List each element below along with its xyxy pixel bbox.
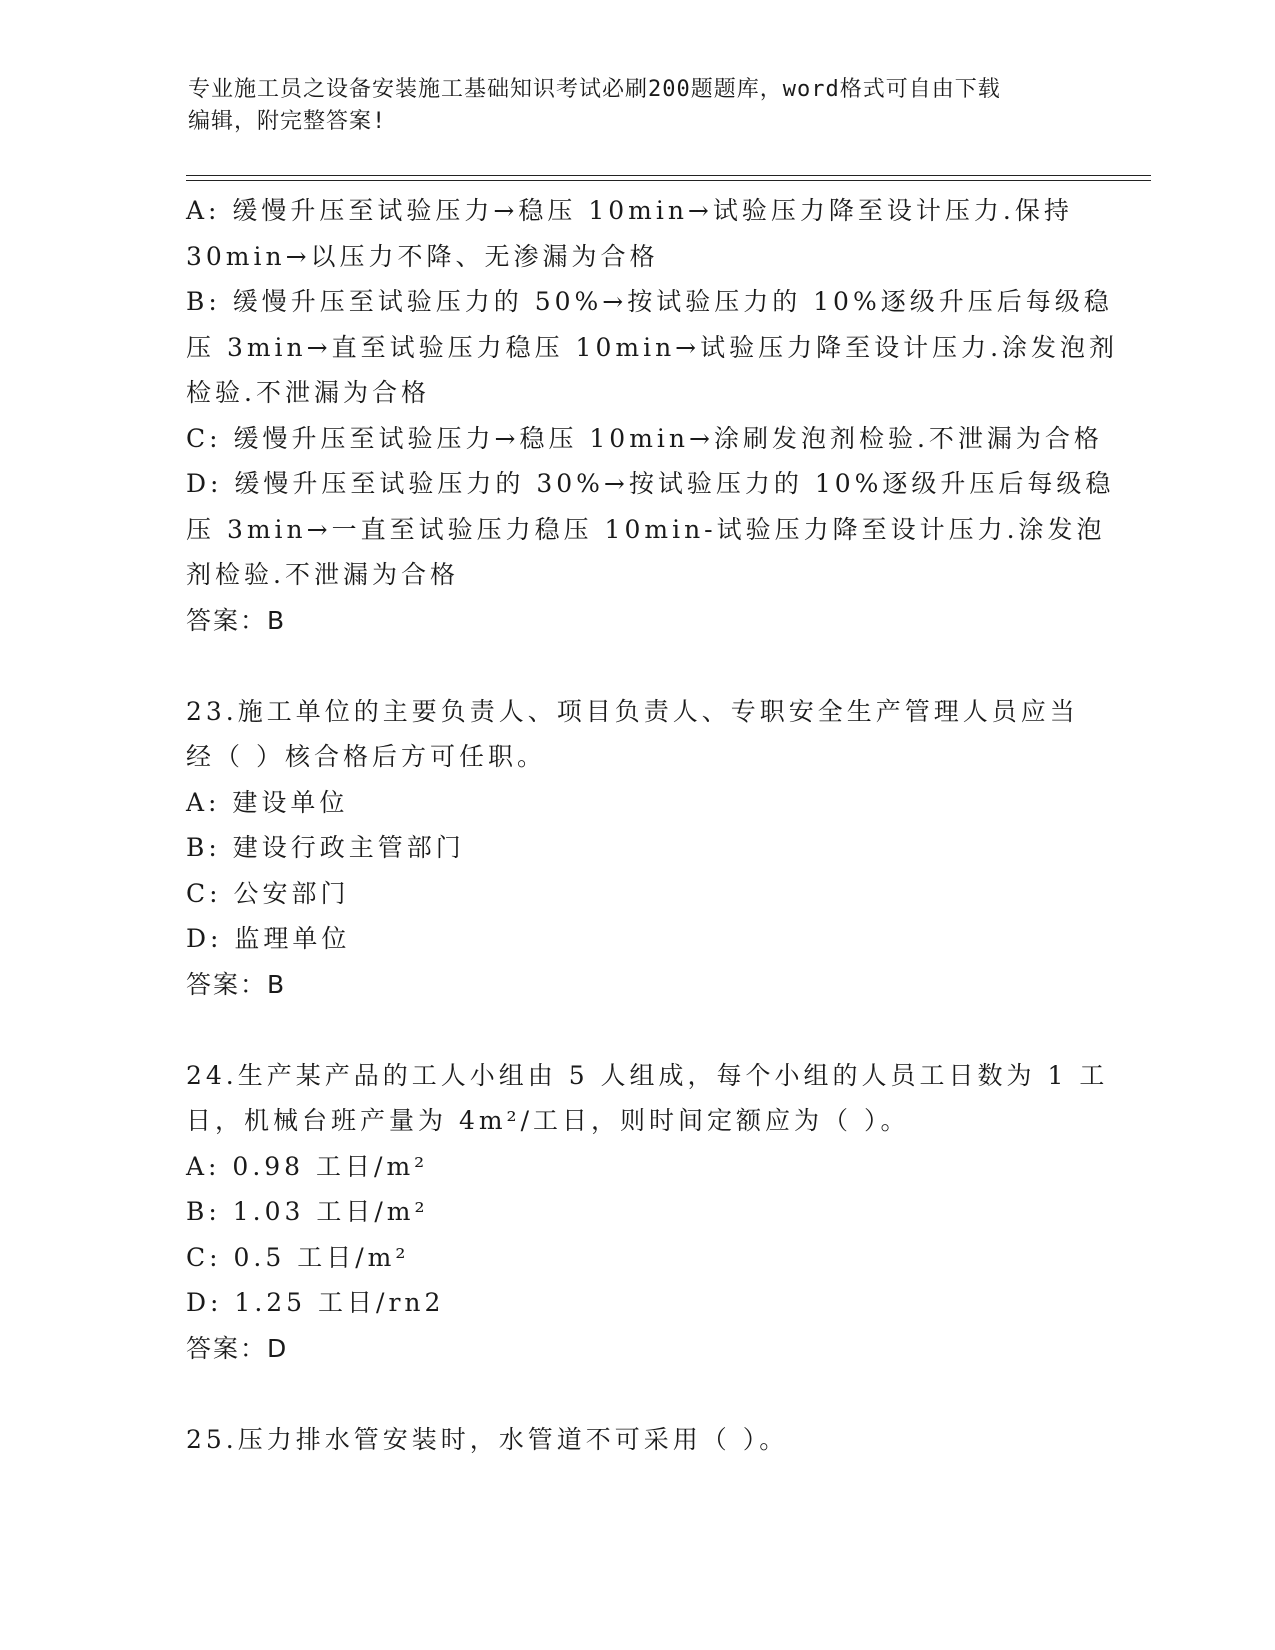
spacer xyxy=(186,1371,1086,1417)
question-23-option-d: D: 监理单位 xyxy=(186,924,351,953)
answer-24: 答案：D xyxy=(186,1333,289,1363)
question-23-option-b: B: 建设行政主管部门 xyxy=(186,833,465,862)
answer-23: 答案：B xyxy=(186,969,287,999)
header-double-rule xyxy=(186,175,1151,181)
document-body xyxy=(186,188,1119,1462)
question-24-option-a: A: 0.98 工日/m² xyxy=(186,1151,429,1181)
option-a-line-2: 30min→以压力不降、无渗漏为合格 xyxy=(186,241,659,271)
question-25 xyxy=(186,1417,1086,1463)
option-a-line-1: A: 缓慢升压至试验压力→稳压 10min→试验压力降至设计压力.保持 xyxy=(186,196,1073,225)
question-25-stem-1: 25.压力排水管安装时，水管道不可采用（ ）。 xyxy=(186,1424,789,1454)
page-header xyxy=(188,74,1088,138)
answer-22: 答案：B xyxy=(186,605,287,635)
spacer xyxy=(186,643,1086,689)
option-d-line-1: D: 缓慢升压至试验压力的 30%→按试验压力的 10%逐级升压后每级稳 xyxy=(186,469,1115,498)
header-line-2: 编辑，附完整答案! xyxy=(188,109,387,134)
option-c-line-1: C: 缓慢升压至试验压力→稳压 10min→涂刷发泡剂检验.不泄漏为合格 xyxy=(186,423,1103,453)
question-24-stem-2: 日，机械台班产量为 4m²/工日，则时间定额应为（ ）。 xyxy=(186,1106,910,1135)
option-b-line-2: 压 3min→直至试验压力稳压 10min→试验压力降至设计压力.涂发泡剂 xyxy=(186,332,1119,362)
option-b-line-1: B: 缓慢升压至试验压力的 50%→按试验压力的 10%逐级升压后每级稳 xyxy=(186,287,1113,316)
question-23-option-c: C: 公安部门 xyxy=(186,878,350,908)
header-line-1: 专业施工员之设备安装施工基础知识考试必刷200题题库，word格式可自由下载 xyxy=(188,77,1001,102)
question-22-options xyxy=(186,188,1119,643)
question-24 xyxy=(186,1053,1109,1372)
question-23 xyxy=(186,689,1086,1008)
question-24-option-c: C: 0.5 工日/m² xyxy=(186,1242,410,1272)
question-23-option-a: A: 建设单位 xyxy=(186,787,349,817)
question-24-stem-1: 24.生产某产品的工人小组由 5 人组成，每个小组的人员工日数为 1 工 xyxy=(186,1060,1109,1090)
question-23-stem-2: 经（ ）核合格后方可任职。 xyxy=(186,742,546,771)
question-24-option-d: D: 1.25 工日/rn2 xyxy=(186,1288,445,1317)
option-d-line-3: 剂检验.不泄漏为合格 xyxy=(186,560,459,589)
question-23-stem-1: 23.施工单位的主要负责人、项目负责人、专职安全生产管理人员应当 xyxy=(186,696,1079,726)
question-24-option-b: B: 1.03 工日/m² xyxy=(186,1197,429,1226)
spacer xyxy=(186,1007,1086,1053)
option-b-line-3: 检验.不泄漏为合格 xyxy=(186,378,430,407)
option-d-line-2: 压 3min→一直至试验压力稳压 10min-试验压力降至设计压力.涂发泡 xyxy=(186,514,1106,544)
